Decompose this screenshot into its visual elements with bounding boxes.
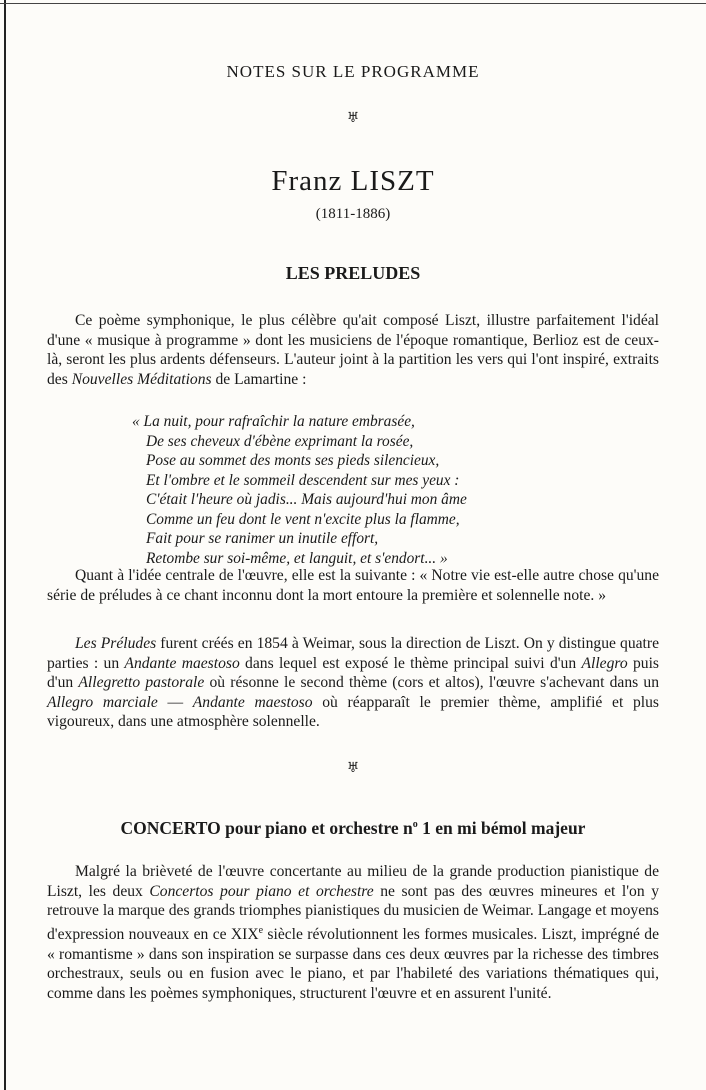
poem-line: Pose au sommet des monts ses pieds silencieux, bbox=[146, 452, 440, 469]
paragraph-central-idea bbox=[47, 566, 659, 605]
emphasis-text: Andante maestoso bbox=[124, 654, 240, 672]
emphasis-text: Allegretto pastorale bbox=[78, 674, 205, 692]
emphasis-text: Andante maestoso bbox=[192, 693, 313, 711]
paragraph-text: furent créés en 1854 à Weimar, sous la direction de Liszt. On y distingue quatre parties : un bbox=[47, 635, 659, 672]
paragraph-text: Malgré la brièveté de l'œuvre concertante au milieu de la grande production pianistique de Liszt, les deux bbox=[47, 863, 659, 900]
page-edge-line bbox=[4, 0, 6, 1090]
emphasis-text: Nouvelles Méditations bbox=[71, 370, 212, 388]
lyre-ornament-icon: ♅ bbox=[346, 111, 360, 126]
paragraph-concerto bbox=[47, 862, 659, 1003]
paragraph-text: — bbox=[157, 693, 193, 711]
poem-line: Retombe sur soi-même, et languit, et s'endort... » bbox=[146, 549, 448, 567]
emphasis-text: Concertos pour piano et orchestre bbox=[149, 882, 374, 900]
paragraph-text: ne sont pas des œuvres mineures et l'on y retrouve la marque des grands triomphes pianistiques du musicien de Weimar. Langage et moyens d'expression nouveaux en ce XIX bbox=[47, 882, 659, 943]
section-title-preludes: LES PRELUDES bbox=[285, 263, 421, 283]
paragraph-text: Quant à l'idée centrale de l'œuvre, elle est la suivante : « Notre vie est-elle autre chose qu'une série de préludes à ce chant inconnu dont la mort entoure la première et solennelle note. » bbox=[47, 567, 659, 604]
poem-line: Comme un feu dont le vent n'excite plus la flamme, bbox=[146, 510, 460, 528]
section-title-concerto bbox=[0, 818, 706, 839]
paragraph-text: de Lamartine : bbox=[211, 370, 307, 388]
poem-line: Fait pour se ranimer un inutile effort, bbox=[146, 530, 379, 547]
composer-name: Franz LISZT bbox=[271, 165, 435, 197]
paragraph-text: Ce poème symphonique, le plus célèbre qu'ait composé Liszt, illustre parfaitement l'idéal d'une « musique à programme » dont les musiciens de l'époque romantique, Berlioz est de ceux-là, seront les plus ardents défenseurs. L'auteur joint à la partition les vers qui l'ont inspiré, extraits des bbox=[47, 312, 659, 388]
page-header: NOTES SUR LE PROGRAMME bbox=[226, 62, 480, 81]
composer-dates: (1811-1886) bbox=[315, 206, 391, 222]
emphasis-text: Les Préludes bbox=[75, 635, 157, 652]
poem-line: « La nuit, pour rafraîchir la nature embrasée, bbox=[132, 413, 415, 430]
paragraph-text: où réapparaît le premier thème, amplifié et plus vigoureux, dans une atmosphère solennelle. bbox=[47, 693, 660, 731]
concerto-number-label: n bbox=[403, 818, 413, 838]
paragraph-text: où résonne le second thème (cors et altos), l'œuvre s'achevant dans un bbox=[204, 674, 659, 692]
concerto-key: 1 en mi bémol majeur bbox=[417, 818, 586, 838]
concerto-number-sup: o bbox=[412, 819, 418, 831]
poem-line: C'était l'heure où jadis... Mais aujourd'hui mon âme bbox=[146, 491, 467, 508]
superscript-text: e bbox=[258, 924, 264, 936]
paragraph-text: dans lequel est exposé le thème principal suivi d'un bbox=[239, 654, 582, 672]
concerto-label: CONCERTO bbox=[120, 818, 221, 838]
emphasis-text: Allegro marciale bbox=[47, 693, 158, 711]
paragraph-text: puis d'un bbox=[47, 654, 659, 692]
poem-line: De ses cheveux d'ébène exprimant la rosée, bbox=[146, 432, 414, 450]
page-top-line bbox=[0, 3, 706, 4]
concerto-subtitle: pour piano et orchestre bbox=[220, 818, 404, 838]
paragraph-intro bbox=[47, 311, 659, 389]
paragraph-premiere bbox=[47, 634, 659, 732]
emphasis-text: Allegro bbox=[581, 654, 628, 672]
poem-line: Et l'ombre et le sommeil descendent sur mes yeux : bbox=[146, 471, 460, 489]
paragraph-text: siècle révolutionnent les formes musicales. Liszt, imprégné de « romantisme » dans son inspiration se surpasse dans ces deux œuvres par la richesse des timbres orchestraux, seuls ou en fusion avec le piano, et par l'habileté des variations thématiques qui, comme dans les poèmes symphoniques, structurent l'œuvre et en assurent l'unité. bbox=[47, 925, 660, 1002]
lyre-ornament-icon: ♅ bbox=[346, 761, 360, 776]
poem-quote bbox=[132, 412, 666, 568]
